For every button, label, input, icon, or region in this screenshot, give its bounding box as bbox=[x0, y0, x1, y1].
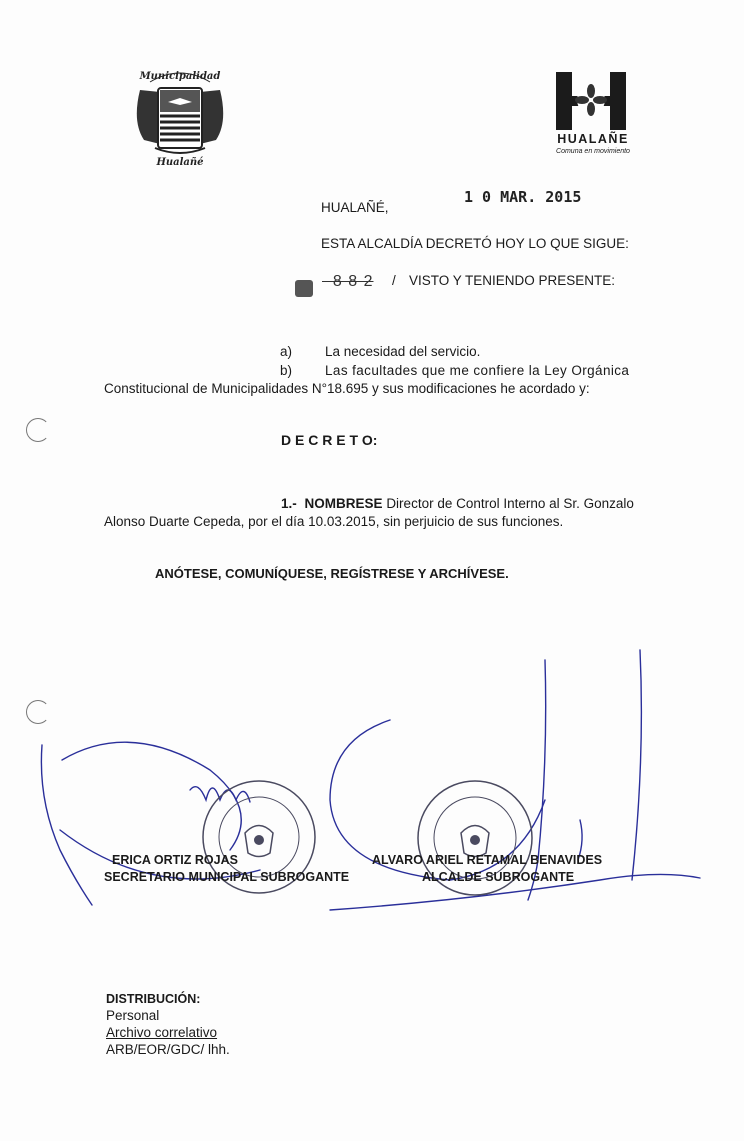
consideration-b-text: Las facultades que me confiere la Ley Orgánica bbox=[325, 363, 630, 378]
resolution-text-1: Director de Control Interno al Sr. Gonzalo bbox=[386, 496, 634, 511]
decreto-heading: D E C R E T O: bbox=[281, 432, 378, 448]
distribution-title: DISTRIBUCIÓN: bbox=[106, 992, 201, 1006]
consideration-a-text: La necesidad del servicio. bbox=[325, 344, 481, 359]
resolution-line-2: Alonso Duarte Cepeda, por el día 10.03.2015, sin perjuicio de sus funciones. bbox=[104, 514, 564, 529]
resolution-number: 1.- bbox=[281, 496, 297, 511]
date-stamp: 1 0 MAR. 2015 bbox=[464, 188, 582, 206]
consideration-continuation: Constitucional de Municipalidades N°18.695 y sus modificaciones he acordado y: bbox=[104, 381, 590, 396]
distribution-item: Personal bbox=[106, 1008, 160, 1023]
decree-number-suffix: / bbox=[392, 273, 396, 288]
distribution-item: Archivo correlativo bbox=[106, 1025, 218, 1040]
resolution-verb: NOMBRESE bbox=[304, 496, 383, 511]
crest-top-text: Municipalidad bbox=[139, 71, 221, 82]
place-text: HUALAÑÉ, bbox=[321, 200, 389, 215]
signer-left-role: SECRETARIO MUNICIPAL SUBROGANTE bbox=[104, 870, 350, 884]
brand-tagline: Comuna en movimiento bbox=[556, 148, 630, 155]
signer-left-name: ERICA ORTIZ ROJAS bbox=[112, 853, 238, 867]
signer-right-name: ALVARO ARIEL RETAMAL BENAVIDES bbox=[372, 853, 603, 867]
intro-text: ESTA ALCALDÍA DECRETÓ HOY LO QUE SIGUE: bbox=[321, 236, 629, 251]
consideration-a-letter: a) bbox=[280, 344, 293, 359]
closing-formula: ANÓTESE, COMUNÍQUESE, REGÍSTRESE Y ARCHÍVESE. bbox=[155, 566, 509, 581]
signer-right-role: ALCALDE SUBROGANTE bbox=[422, 870, 575, 884]
crest-bottom-text: Hualañé bbox=[156, 157, 204, 168]
visto-text: VISTO Y TENIENDO PRESENTE: bbox=[409, 273, 616, 288]
decree-number-value: 8 8 2 bbox=[332, 273, 374, 290]
consideration-b-letter: b) bbox=[280, 363, 293, 378]
brand-name: HUALAÑE bbox=[557, 132, 629, 146]
distribution-item: ARB/EOR/GDC/ lhh. bbox=[106, 1042, 230, 1057]
